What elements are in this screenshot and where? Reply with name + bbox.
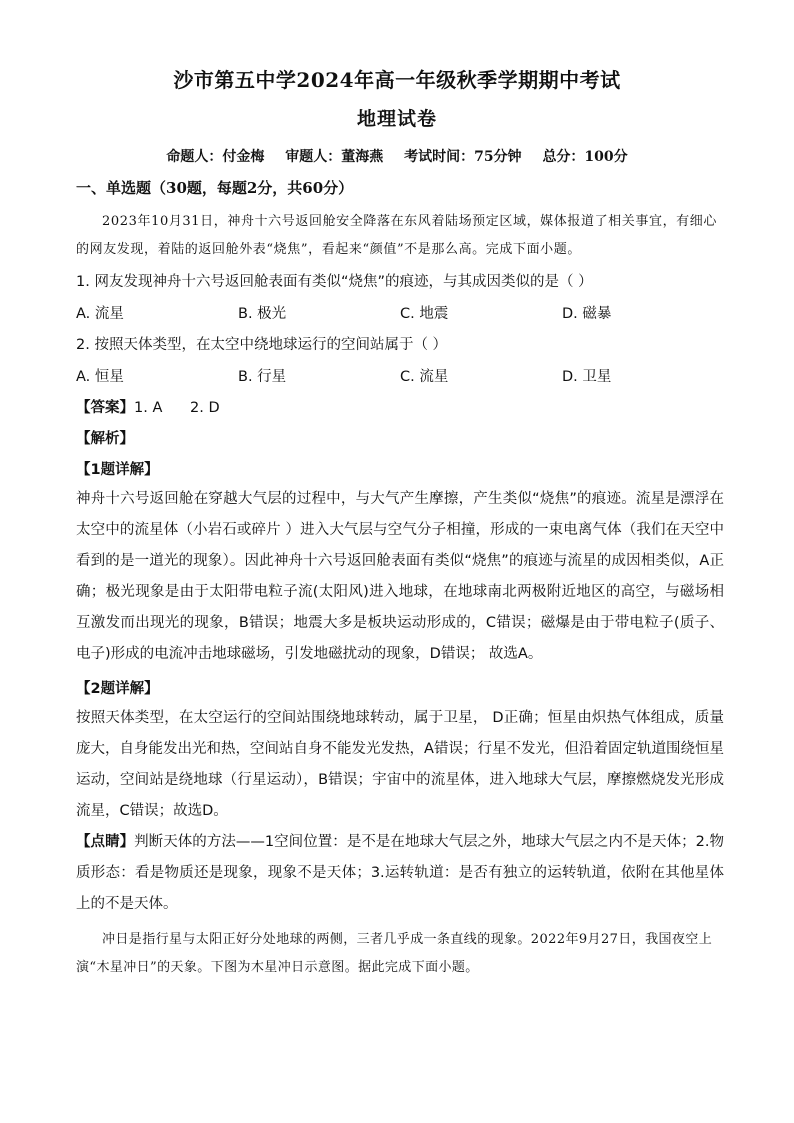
material-passage-2: 冲日是指行星与太阳正好分处地球的两侧，三者几乎成一条直线的现象。2022年9月27日，我国夜空上演“木星冲日”的天象。下图为木星冲日示意图。据此完成下面小题。 <box>76 932 713 975</box>
detail-1-label: 【1题详解】 <box>76 462 159 478</box>
q2-option-d[interactable]: D. 卫星 <box>562 369 612 385</box>
q1-option-d[interactable]: D. 磁暴 <box>562 306 612 322</box>
q2-option-c[interactable]: C. 流星 <box>400 369 449 385</box>
question-1-stem: 1. 网友发现神舟十六号返回舱表面有类似“烧焦”的痕迹，与其成因类似的是（ ） <box>76 274 593 290</box>
exam-meta <box>0 146 794 166</box>
answer-label: 【答案】 <box>76 400 134 416</box>
detail-1-text: 神舟十六号返回舱在穿越大气层的过程中，与大气产生摩擦，产生类似“烧焦”的痕迹。流星是漂浮在太空中的流星体（小岩石或碎片 ）进入大气层与空气分子相撞，形成的一束电离气体（我们在天空中看到的是一道光的现象）。因此神舟十六号返回舱表面有类似“烧焦”的痕迹与流星的成因相类似，A正确；极光现象是由于太阳带电粒子流(太阳风)进入地球，在地球南北两极附近地区的高空，与磁场相互激发而出现光的现象，B错误；地震大多是板块运动形成的，C错误；磁爆是由于带电粒子(质子、电子)形成的电流冲击地球磁场，引发地磁扰动的现象，D错误； 故选A。 <box>76 491 724 662</box>
subject-title: 地理试卷 <box>356 108 437 130</box>
question-2-stem: 2. 按照天体类型，在太空中绕地球运行的空间站属于（ ） <box>76 337 448 353</box>
tip-paragraph <box>76 827 724 920</box>
reviewer: 审题人：董海燕 <box>285 149 384 165</box>
q1-option-a[interactable]: A. 流星 <box>76 306 124 322</box>
q2-option-b[interactable]: B. 行星 <box>238 369 287 385</box>
q1-option-c[interactable]: C. 地震 <box>400 306 449 322</box>
total-score: 总分：100分 <box>542 149 628 165</box>
section-heading: 一、单选题（30题，每题2分，共60分） <box>76 179 354 197</box>
exam-time: 考试时间：75分钟 <box>404 149 522 165</box>
tip-label: 【点睛】 <box>76 834 135 850</box>
q2-option-a[interactable]: A. 恒星 <box>76 369 124 385</box>
material-passage-1: 2023年10月31日，神舟十六号返回舱安全降落在东风着陆场预定区域，媒体报道了相关事宜，有细心的网友发现，着陆的返回舱外表“烧焦”，看起来“颜值”不是那么高。完成下面小题。 <box>76 214 717 257</box>
detail-2-label: 【2题详解】 <box>76 681 159 697</box>
detail-2-text: 按照天体类型，在太空运行的空间站围绕地球转动，属于卫星， D正确；恒星由炽热气体组成，质量庞大，自身能发出光和热，空间站自身不能发光发热，A错误；行星不发光，但沿着固定轨道围绕恒星运动，空间站是绕地球（行星运动），B错误；宇宙中的流星体，进入地球大气层，摩擦燃烧发光形成流星，C错误；故选D。 <box>76 710 724 819</box>
q1-option-b[interactable]: B. 极光 <box>238 306 287 322</box>
setter: 命题人：付金梅 <box>166 149 265 165</box>
exam-title: 沙市第五中学2024年高一年级秋季学期期中考试 <box>173 68 621 92</box>
tip-text: 判断天体的方法——1空间位置：是不是在地球大气层之外，地球大气层之内不是天体；2.物质形态：看是物质还是现象，现象不是天体；3.运转轨道：是否有独立的运转轨道，依附在其他星体上的不是天体。 <box>76 834 724 912</box>
answer-line <box>76 396 220 417</box>
answer-values: 1. A 2. D <box>134 400 220 416</box>
analysis-label: 【解析】 <box>76 431 134 447</box>
